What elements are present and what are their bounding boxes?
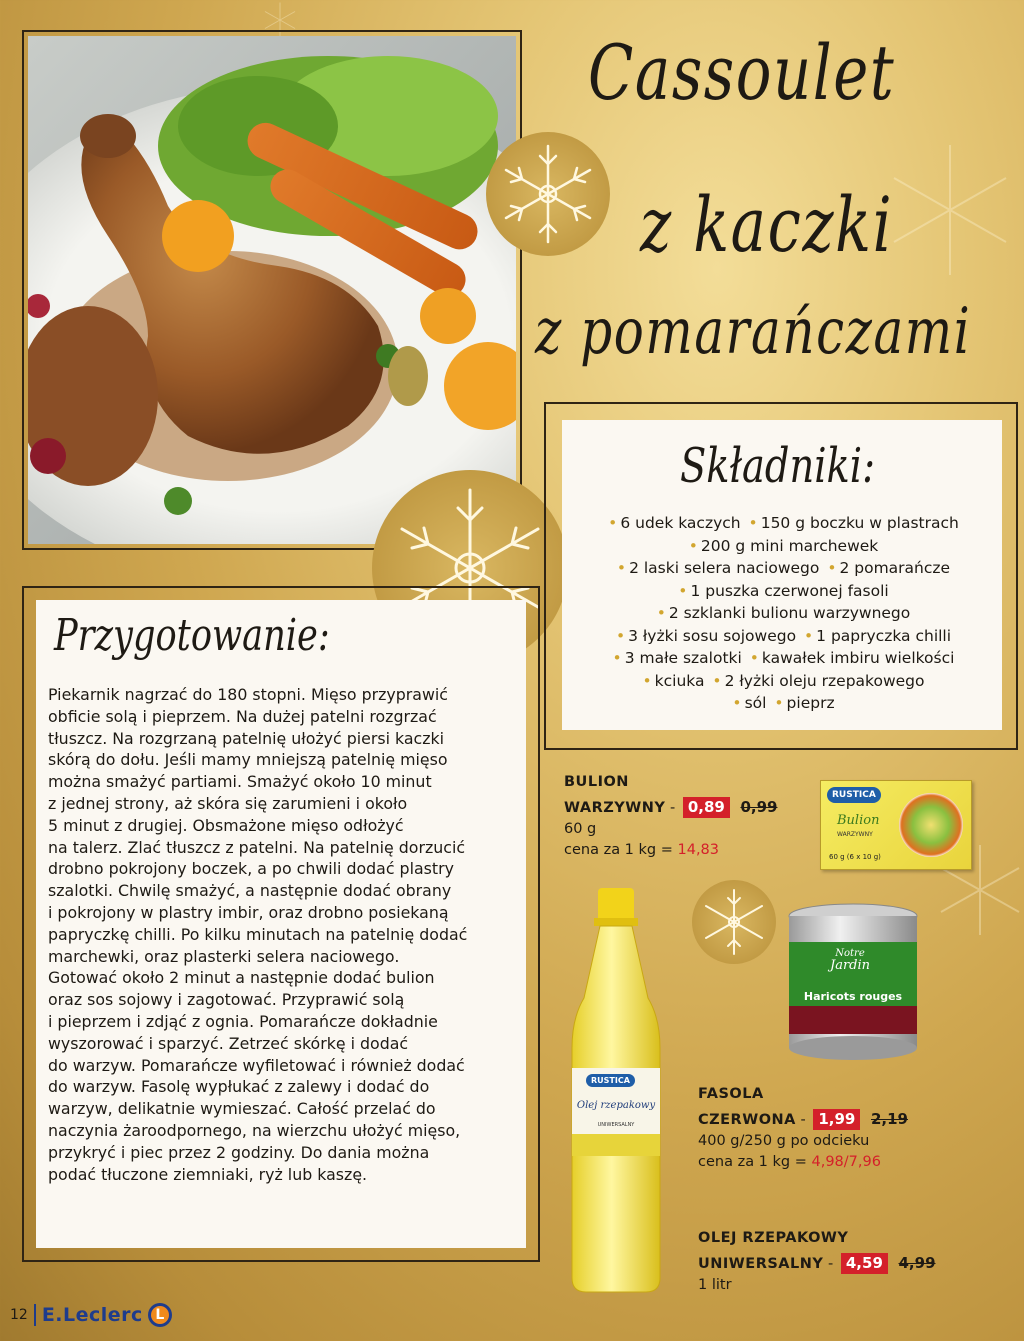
ingredient-line bbox=[572, 647, 992, 670]
bullet-icon: • bbox=[656, 604, 666, 622]
product-bulion: BULION WARZYWNY - 0,89 0,99 60 g cena za 1 kg = 14,83 bbox=[564, 772, 777, 861]
preparation-line: na talerz. Zlać tłuszcz z patelni. Na patelnię dorzucić bbox=[48, 837, 466, 857]
page-number: 12 bbox=[10, 1304, 36, 1326]
unit-price-value: 14,83 bbox=[677, 842, 720, 858]
preparation-line: z jednej strony, aż skóra się zarumieni i około bbox=[48, 793, 408, 813]
preparation-line: tłuszcz. Na rozgrzaną patelnię ułożyć piersi kaczki bbox=[48, 728, 445, 748]
ingredient-item: kawałek imbiru wielkości bbox=[761, 649, 955, 667]
bullet-icon: • bbox=[688, 536, 698, 555]
preparation-line: marchewki, oraz plasterki selera naciowego. bbox=[48, 946, 400, 966]
ingredient-line bbox=[572, 512, 992, 535]
ingredient-line bbox=[572, 535, 992, 558]
ingredient-item: 6 udek kaczych bbox=[620, 514, 741, 532]
preparation-line: i pieprzem i zdjąć z ognia. Pomarańcze dokładnie bbox=[48, 1011, 438, 1031]
brand-name: E.Leclerc bbox=[41, 1304, 143, 1326]
preparation-line: papryczkę chilli. Po kilku minutach na patelnię dodać bbox=[48, 924, 468, 944]
ingredients-box bbox=[562, 420, 1002, 730]
preparation-line: Piekarnik nagrzać do 180 stopni. Mięso przyprawić bbox=[48, 685, 448, 704]
dish-photo bbox=[28, 36, 516, 544]
product-name-line2: WARZYWNY bbox=[564, 800, 666, 816]
bullet-icon: • bbox=[774, 694, 784, 712]
preparation-line: przykryć i piec przez 2 godziny. Do dania można bbox=[48, 1142, 430, 1162]
price-tag: 0,89 bbox=[683, 797, 730, 818]
unit-price-line bbox=[698, 1152, 908, 1173]
beans-can-image bbox=[786, 902, 920, 1062]
ingredient-item: kciuka bbox=[654, 671, 705, 690]
ingredient-item: 150 g boczku w plastrach bbox=[760, 514, 959, 532]
title-line-2: z kaczki bbox=[640, 180, 894, 269]
preparation-line: do warzyw. Fasolę wypłukać z zalewy i dodać do bbox=[48, 1077, 430, 1097]
preparation-line: można smażyć partiami. Smażyć około 10 minut bbox=[48, 772, 432, 792]
bullet-icon: • bbox=[678, 581, 688, 600]
price-tag: 4,59 bbox=[841, 1253, 888, 1274]
unit-price-label: cena za 1 kg = bbox=[698, 1154, 807, 1170]
logo-letter: L bbox=[155, 1307, 165, 1323]
preparation-line: oraz sos sojowy i zagotować. Przyprawić solą bbox=[48, 990, 405, 1010]
product-size: 400 g/250 g po odcieku bbox=[698, 1133, 870, 1149]
bullet-icon: • bbox=[732, 694, 742, 712]
pack-weight: 60 g (6 x 10 g) bbox=[829, 853, 881, 861]
pack-name: Bulion bbox=[837, 813, 880, 828]
bottle-name: Olej rzepakowy bbox=[576, 1100, 656, 1111]
ingredient-item: 2 pomarańcze bbox=[839, 559, 951, 577]
preparation-line: naczynia żaroodpornego, na wierzchu ułożyć mięso, bbox=[48, 1120, 461, 1140]
product-name-line1: BULION bbox=[564, 774, 629, 790]
bulion-package-image bbox=[820, 780, 972, 870]
preparation-box bbox=[36, 600, 526, 1248]
ingredient-item: 2 łyżki oleju rzepakowego bbox=[724, 671, 925, 690]
preparation-line: szalotki. Chwilę smażyć, a następnie dodać obrany bbox=[48, 881, 452, 901]
bullet-icon: • bbox=[827, 559, 837, 577]
old-price: 4,99 bbox=[898, 1254, 936, 1272]
ingredient-item: 200 g mini marchewek bbox=[700, 536, 879, 555]
preparation-line: do warzyw. Pomarańcze wyfiletować i również dodać bbox=[48, 1055, 465, 1075]
preparation-text bbox=[48, 684, 510, 1185]
preparation-heading: Przygotowanie: bbox=[54, 610, 330, 661]
unit-price-value: 4,98/7,96 bbox=[811, 1154, 881, 1170]
preparation-line: 5 minut z drugiej. Obsmażone mięso odłożyć bbox=[48, 815, 404, 835]
product-name-line1: FASOLA bbox=[698, 1086, 764, 1102]
ingredient-line bbox=[572, 692, 992, 715]
leclerc-logo-icon bbox=[147, 1302, 173, 1328]
product-size: 60 g bbox=[564, 821, 597, 837]
preparation-line: drobno pokrojony boczek, a po chwili dodać plastry bbox=[48, 859, 454, 879]
bottle-sub: UNIWERSALNY bbox=[597, 1122, 635, 1128]
rustica-logo: RUSTICA bbox=[827, 787, 881, 803]
ingredient-item: 1 puszka czerwonej fasoli bbox=[690, 581, 889, 600]
preparation-line: Gotować około 2 minut a następnie dodać bulion bbox=[48, 968, 435, 988]
snowflake-ornament-icon bbox=[486, 132, 610, 256]
price-tag: 1,99 bbox=[813, 1109, 860, 1130]
product-name-line1: OLEJ RZEPAKOWY bbox=[698, 1230, 849, 1246]
bullet-icon: • bbox=[804, 626, 814, 645]
bullet-icon: • bbox=[608, 514, 618, 532]
product-size: 1 litr bbox=[698, 1277, 732, 1293]
bullet-icon: • bbox=[616, 559, 627, 577]
preparation-line: wyszorować i sparzyć. Zetrzeć skórkę i dodać bbox=[48, 1033, 409, 1053]
bullet-icon: • bbox=[642, 671, 652, 690]
preparation-line: i pokrojony w plastry imbir, oraz drobno posiekaną bbox=[48, 902, 449, 922]
ingredient-line bbox=[572, 580, 992, 603]
preparation-line: podać tłuczone ziemniaki, ryż lub kaszę. bbox=[48, 1164, 368, 1184]
ingredient-line bbox=[572, 602, 992, 625]
ingredient-item: 2 szklanki bulionu warzywnego bbox=[668, 604, 911, 622]
bullet-icon: • bbox=[612, 649, 622, 667]
ingredient-item: 3 łyżki sosu sojowego bbox=[628, 626, 797, 645]
footer bbox=[10, 1300, 173, 1330]
can-label: Haricots rouges bbox=[803, 990, 903, 1003]
title-line-1: Cassoulet bbox=[588, 28, 896, 117]
rustica-logo: RUSTICA bbox=[586, 1074, 635, 1087]
ingredient-item: 2 laski selera naciowego bbox=[629, 559, 820, 577]
unit-price-label: cena za 1 kg = bbox=[564, 842, 673, 858]
ingredient-item: pieprz bbox=[786, 694, 835, 712]
ingredient-line bbox=[572, 557, 992, 580]
bullet-icon: • bbox=[712, 671, 722, 690]
title-line-3: z pomarańczami bbox=[535, 295, 972, 369]
product-name-line2: UNIWERSALNY bbox=[698, 1256, 824, 1272]
product-olej: OLEJ RZEPAKOWY UNIWERSALNY - 4,59 4,99 1 litr bbox=[698, 1228, 936, 1296]
snowflake-ornament-icon bbox=[692, 880, 776, 964]
bullet-icon: • bbox=[749, 649, 759, 667]
old-price: 0,99 bbox=[740, 798, 778, 816]
preparation-line: skórą do dołu. Jeśli mamy mniejszą patelnię mięso bbox=[48, 750, 448, 770]
ingredient-item: 3 małe szalotki bbox=[624, 649, 742, 667]
ingredient-line bbox=[572, 625, 992, 648]
bullet-icon: • bbox=[748, 514, 758, 532]
preparation-line: warzyw, delikatnie wymieszać. Całość przelać do bbox=[48, 1099, 436, 1119]
unit-price-line bbox=[564, 840, 777, 861]
preparation-line: obficie solą i pieprzem. Na dużej patelni rozgrzać bbox=[48, 706, 437, 726]
bullet-icon: • bbox=[615, 626, 626, 645]
ingredient-item: 1 papryczka chilli bbox=[816, 626, 952, 645]
vegetables-bowl-image bbox=[899, 793, 963, 857]
oil-bottle-image bbox=[556, 888, 676, 1296]
ingredients-list bbox=[572, 512, 992, 715]
snowflake-icon bbox=[880, 140, 1020, 280]
old-price: 2,19 bbox=[870, 1110, 908, 1128]
ingredients-heading: Składniki: bbox=[680, 438, 875, 494]
pack-sub: WARZYWNY bbox=[837, 831, 873, 838]
product-fasola: FASOLA CZERWONA - 1,99 2,19 400 g/250 g po odcieku cena za 1 kg = 4,98/7,96 bbox=[698, 1084, 908, 1173]
ingredient-line bbox=[572, 670, 992, 693]
product-name-line2: CZERWONA bbox=[698, 1112, 796, 1128]
ingredient-item: sól bbox=[744, 694, 767, 712]
can-brand: Notre Jardin bbox=[830, 948, 871, 973]
